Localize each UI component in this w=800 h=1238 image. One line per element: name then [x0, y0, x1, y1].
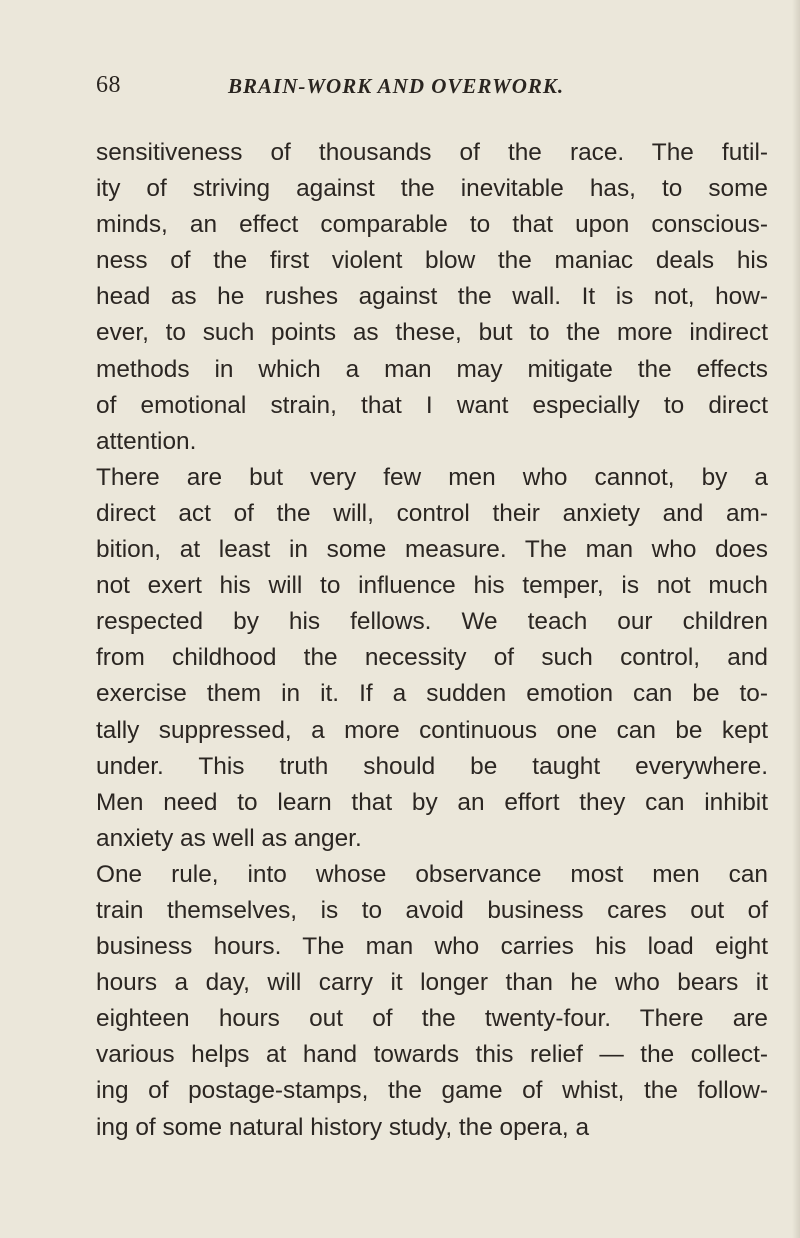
- paragraph-start-line: One rule, into whose observance most men can: [96, 860, 768, 888]
- text-line: under. This truth should be taught everywhere.: [96, 752, 768, 780]
- text-line: head as he rushes against the wall. It is not, how-: [96, 283, 768, 311]
- paragraph-end-line: attention.: [96, 427, 197, 455]
- text-line: business hours. The man who carries his load eight: [96, 933, 768, 961]
- text-line: Men need to learn that by an effort they can inhibit: [96, 788, 768, 816]
- text-line: not exert his will to influence his temper, is not much: [96, 572, 768, 600]
- page-number: 68: [96, 72, 121, 98]
- text-line: eighteen hours out of the twenty-four. There are: [96, 1005, 768, 1033]
- text-line: tally suppressed, a more continuous one can be kept: [96, 716, 768, 744]
- text-line: ity of striving against the inevitable has, to some: [96, 175, 768, 203]
- text-line: ing of postage-stamps, the game of whist, the follow-: [96, 1077, 768, 1105]
- text-line: methods in which a man may mitigate the effects: [96, 355, 768, 383]
- running-title: BRAIN-WORK AND OVERWORK.: [228, 74, 565, 98]
- paragraph-start-line: There are but very few men who cannot, by a: [96, 463, 768, 491]
- text-line: bition, at least in some measure. The man who does: [96, 536, 768, 564]
- text-line: from childhood the necessity of such control, and: [96, 644, 768, 672]
- body-text: [96, 135, 768, 1146]
- text-line: ing of some natural history study, the opera, a: [96, 1113, 590, 1141]
- text-line: train themselves, is to avoid business cares out of: [96, 896, 768, 924]
- text-line: direct act of the will, control their anxiety and am-: [96, 499, 768, 527]
- text-line: hours a day, will carry it longer than he who bears it: [96, 969, 768, 997]
- text-line: of emotional strain, that I want especially to direct: [96, 391, 768, 419]
- paragraph-end-line: anxiety as well as anger.: [96, 824, 362, 852]
- text-line: minds, an effect comparable to that upon conscious-: [96, 211, 768, 239]
- text-line: ever, to such points as these, but to the more indirect: [96, 319, 768, 347]
- text-line: various helps at hand towards this relief — the collect-: [96, 1041, 768, 1069]
- text-line: sensitiveness of thousands of the race. The futil-: [96, 139, 768, 166]
- page-edge-shadow: [792, 0, 800, 1238]
- text-line: respected by his fellows. We teach our children: [96, 608, 768, 636]
- running-head: [96, 72, 716, 106]
- text-line: exercise them in it. If a sudden emotion can be to-: [96, 680, 768, 708]
- text-line: ness of the first violent blow the maniac deals his: [96, 247, 768, 275]
